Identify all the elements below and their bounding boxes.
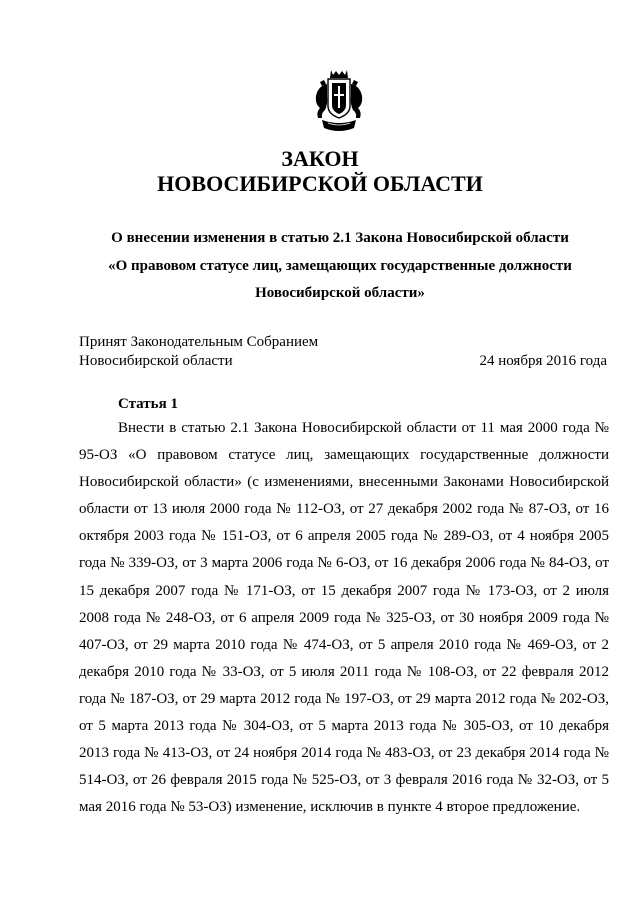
adoption-date: 24 ноября 2016 года	[479, 353, 607, 369]
article-heading: Статья 1	[118, 396, 178, 412]
coat-of-arms-icon	[310, 68, 368, 136]
subtitle-line-2: «О правовом статусе лиц, замещающих государственные должности	[108, 258, 572, 274]
region-title: НОВОСИБИРСКОЙ ОБЛАСТИ	[157, 171, 483, 196]
subtitle-line-1: О внесении изменения в статью 2.1 Закона Новосибирской области	[111, 230, 569, 246]
law-title: ЗАКОН	[281, 146, 359, 171]
subtitle-line-3: Новосибирской области»	[255, 285, 425, 301]
adopted-by-line: Принят Законодательным Собранием	[79, 334, 319, 350]
article-body-text: Внести в статью 2.1 Закона Новосибирской области от 11 мая 2000 года № 95-ОЗ «О правовом статусе лиц, замещающих государственные должности Новосибирской области» (с изменениями, внесенными Законами Новосибирской области от 13 июля 2000 года № 112-ОЗ, от 27 декабря 2002 года № 87-ОЗ, от 16 октября 2003 года № 151-ОЗ, от 6 апреля 2005 года № 289-ОЗ, от 4 ноября 2005 года № 339-ОЗ, от 3 марта 2006 года № 6-ОЗ, от 16 декабря 2006 года № 84-ОЗ, от 15 декабря 2007 года № 171-ОЗ, от 15 декабря 2007 года № 173-ОЗ, от 2 июля 2008 года № 248-ОЗ, от 6 апреля 2009 года № 325-ОЗ, от 30 ноября 2009 года № 407-ОЗ, от 29 марта 2010 года № 474-ОЗ, от 5 апреля 2010 года № 469-ОЗ, от 2 декабря 2010 года № 33-ОЗ, от 5 июля 2011 года № 108-ОЗ, от 22 февраля 2012 года № 187-ОЗ, от 29 марта 2012 года № 197-ОЗ, от 29 марта 2012 года № 202-ОЗ, от 5 марта 2013 года № 304-ОЗ, от 5 марта 2013 года № 305-ОЗ, от 10 декабря 2013 года № 413-ОЗ, от 24 ноября 2014 года № 483-ОЗ, от 23 декабря 2014 года № 514-ОЗ, от 26 февраля 2015 года № 525-ОЗ, от 3 февраля 2016 года № 32-ОЗ, от 5 мая 2016 года № 53-ОЗ) изменение, исключив в пункте 4 второе предложение.	[79, 420, 609, 816]
adopted-region-line: Новосибирской области	[79, 353, 233, 369]
